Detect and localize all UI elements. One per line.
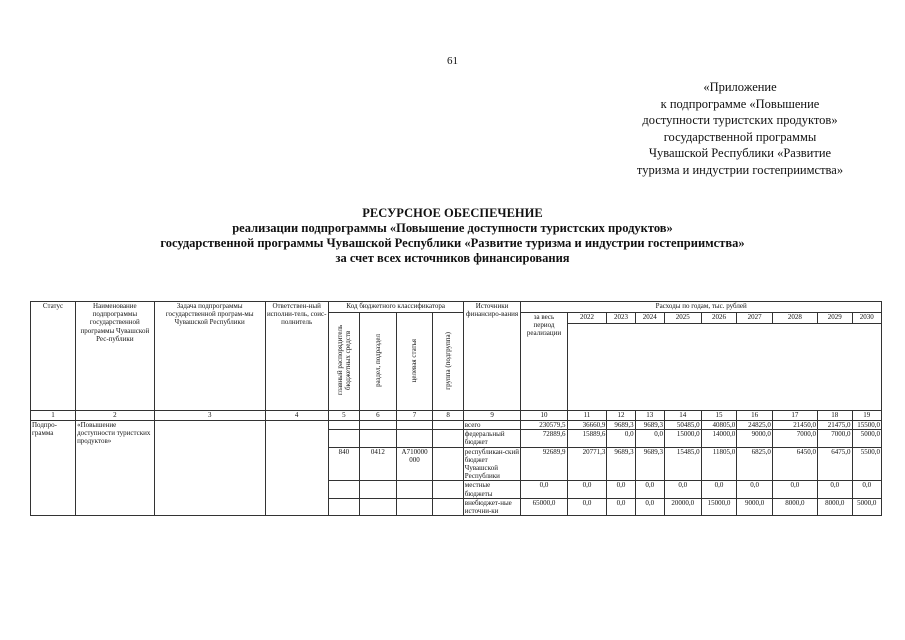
value-cell: 92689,9 bbox=[521, 447, 567, 481]
document-title bbox=[0, 206, 905, 266]
code-cell bbox=[328, 421, 359, 430]
value-cell: 20000,0 bbox=[664, 498, 701, 515]
page-number: 61 bbox=[447, 55, 458, 67]
code-cell bbox=[396, 498, 433, 515]
table-row bbox=[31, 421, 882, 430]
value-cell: 0,0 bbox=[772, 481, 817, 498]
header-year: 2022 bbox=[567, 313, 607, 324]
value-cell: 9689,3 bbox=[635, 421, 664, 430]
value-cell: 9689,3 bbox=[635, 447, 664, 481]
value-cell: 5500,0 bbox=[852, 447, 881, 481]
value-cell: 6450,0 bbox=[772, 447, 817, 481]
code-cell bbox=[396, 481, 433, 498]
value-cell: 0,0 bbox=[567, 481, 607, 498]
header-total-period: за весь период реализации bbox=[521, 313, 567, 411]
col-number: 6 bbox=[360, 411, 397, 421]
code-cell bbox=[360, 430, 397, 447]
header-year: 2027 bbox=[737, 313, 773, 324]
col-number: 17 bbox=[772, 411, 817, 421]
code-cell bbox=[433, 481, 463, 498]
col-number: 8 bbox=[433, 411, 463, 421]
column-numbers-row bbox=[31, 411, 882, 421]
value-cell: 15485,0 bbox=[664, 447, 701, 481]
header-code-section: раздел, подраздел bbox=[360, 313, 397, 411]
col-number: 5 bbox=[328, 411, 359, 421]
code-cell bbox=[360, 498, 397, 515]
value-cell: 0,0 bbox=[852, 481, 881, 498]
value-cell: 36660,9 bbox=[567, 421, 607, 430]
value-cell: 9689,3 bbox=[607, 421, 635, 430]
value-cell: 0,0 bbox=[521, 481, 567, 498]
header-budget-code: Код бюджетного классификатора bbox=[328, 302, 463, 313]
header-year: 2026 bbox=[701, 313, 737, 324]
header-responsible: Ответствен-ный исполни-тель, соис-полнитель bbox=[265, 302, 328, 411]
col-number: 10 bbox=[521, 411, 567, 421]
col-number: 9 bbox=[463, 411, 521, 421]
value-cell: 0,0 bbox=[607, 498, 635, 515]
header-task: Задача подпрограммы государственной програм-мы Чувашской Республики bbox=[154, 302, 265, 411]
value-cell: 5000,0 bbox=[852, 430, 881, 447]
value-cell: 8000,0 bbox=[772, 498, 817, 515]
source-name: всего bbox=[463, 421, 521, 430]
value-cell: 230579,5 bbox=[521, 421, 567, 430]
appendix-line: туризма и индустрии гостеприимства» bbox=[636, 162, 844, 177]
value-cell: 0,0 bbox=[701, 481, 737, 498]
header-code-grbs: главный распорядитель бюджетных средств bbox=[328, 313, 359, 411]
value-cell: 0,0 bbox=[567, 498, 607, 515]
title-line: РЕСУРСНОЕ ОБЕСПЕЧЕНИЕ bbox=[362, 206, 543, 220]
value-cell: 7000,0 bbox=[817, 430, 852, 447]
header-sources: Источники финансиро-вания bbox=[463, 302, 521, 411]
value-cell: 8000,0 bbox=[817, 498, 852, 515]
value-cell: 15000,0 bbox=[701, 498, 737, 515]
title-line: за счет всех источников финансирования bbox=[335, 251, 570, 265]
appendix-line: «Приложение bbox=[703, 80, 777, 94]
header-year: 2023 bbox=[607, 313, 635, 324]
source-name: местные бюджеты bbox=[463, 481, 521, 498]
code-cell bbox=[328, 498, 359, 515]
value-cell: 40805,0 bbox=[701, 421, 737, 430]
code-group bbox=[433, 447, 463, 481]
value-cell: 21450,0 bbox=[772, 421, 817, 430]
value-cell: 72889,6 bbox=[521, 430, 567, 447]
col-number: 18 bbox=[817, 411, 852, 421]
value-cell: 0,0 bbox=[635, 498, 664, 515]
header-year: 2024 bbox=[635, 313, 664, 324]
col-number: 14 bbox=[664, 411, 701, 421]
code-cell bbox=[328, 430, 359, 447]
row-task bbox=[154, 421, 265, 516]
source-name: федеральный бюджет bbox=[463, 430, 521, 447]
code-cell bbox=[396, 421, 433, 430]
value-cell: 15000,0 bbox=[664, 430, 701, 447]
value-cell: 21475,0 bbox=[817, 421, 852, 430]
value-cell: 11805,0 bbox=[701, 447, 737, 481]
appendix-line: к подпрограмме «Повышение bbox=[660, 96, 820, 111]
header-year: 2028 bbox=[772, 313, 817, 324]
value-cell: 6825,0 bbox=[737, 447, 773, 481]
value-cell: 9000,0 bbox=[737, 430, 773, 447]
source-name: республикан-ский бюджет Чувашской Республики bbox=[464, 447, 519, 481]
value-cell: 0,0 bbox=[817, 481, 852, 498]
col-number: 19 bbox=[852, 411, 881, 421]
code-target: А710000 000 bbox=[396, 447, 433, 481]
value-cell: 5000,0 bbox=[852, 498, 881, 515]
resource-table bbox=[30, 301, 882, 516]
code-cell bbox=[360, 421, 397, 430]
title-line: реализации подпрограммы «Повышение доступности туристских продуктов» bbox=[232, 221, 673, 235]
value-cell: 0,0 bbox=[635, 481, 664, 498]
header-code-group: группа (подгруппа) bbox=[433, 313, 463, 411]
value-cell: 7000,0 bbox=[772, 430, 817, 447]
title-line: государственной программы Чувашской Республики «Развитие туризма и индустрии гостеприимства» bbox=[160, 236, 745, 250]
code-cell bbox=[433, 421, 463, 430]
col-number: 15 bbox=[701, 411, 737, 421]
col-number: 3 bbox=[154, 411, 265, 421]
value-cell: 9689,3 bbox=[607, 447, 635, 481]
col-number: 2 bbox=[76, 411, 155, 421]
header-code-target: целевая статья bbox=[396, 313, 433, 411]
header-year: 2030 bbox=[852, 313, 881, 324]
code-cell bbox=[433, 430, 463, 447]
value-cell: 15889,6 bbox=[567, 430, 607, 447]
col-number: 16 bbox=[737, 411, 773, 421]
value-cell: 0,0 bbox=[635, 430, 664, 447]
col-number: 7 bbox=[396, 411, 433, 421]
appendix-line: государственной программы bbox=[663, 129, 817, 144]
col-number: 4 bbox=[265, 411, 328, 421]
header-name: Наименование подпрограммы государственной программы Чувашской Рес-публики bbox=[76, 302, 155, 411]
col-number: 1 bbox=[31, 411, 76, 421]
appendix-note bbox=[560, 79, 905, 179]
code-grbs: 840 bbox=[328, 447, 359, 481]
appendix-line: Чувашской Республики «Развитие bbox=[648, 146, 832, 161]
row-responsible bbox=[265, 421, 328, 516]
row-status: Подпро-грамма bbox=[31, 421, 76, 516]
code-section: 0412 bbox=[360, 447, 397, 481]
col-number: 12 bbox=[607, 411, 635, 421]
value-cell: 15500,0 bbox=[852, 421, 881, 430]
value-cell: 6475,0 bbox=[817, 447, 852, 481]
code-cell bbox=[396, 430, 433, 447]
code-cell bbox=[328, 481, 359, 498]
value-cell: 14000,0 bbox=[701, 430, 737, 447]
header-years-space bbox=[567, 324, 881, 411]
value-cell: 50485,0 bbox=[664, 421, 701, 430]
value-cell: 0,0 bbox=[737, 481, 773, 498]
header-expenses: Расходы по годам, тыс. рублей bbox=[521, 302, 882, 313]
value-cell: 0,0 bbox=[607, 481, 635, 498]
row-name: «Повышение доступности туристских продуктов» bbox=[76, 421, 155, 516]
col-number: 11 bbox=[567, 411, 607, 421]
source-name: внебюджет-ные источни-ки bbox=[463, 498, 521, 515]
value-cell: 0,0 bbox=[607, 430, 635, 447]
value-cell: 0,0 bbox=[664, 481, 701, 498]
header-status: Статус bbox=[31, 302, 76, 411]
header-year: 2029 bbox=[817, 313, 852, 324]
value-cell: 20771,3 bbox=[567, 447, 607, 481]
header-year: 2025 bbox=[664, 313, 701, 324]
code-cell bbox=[360, 481, 397, 498]
value-cell: 24825,0 bbox=[737, 421, 773, 430]
col-number: 13 bbox=[635, 411, 664, 421]
code-cell bbox=[433, 498, 463, 515]
appendix-line: доступности туристских продуктов» bbox=[642, 113, 838, 128]
value-cell: 65000,0 bbox=[521, 498, 567, 515]
value-cell: 9000,0 bbox=[737, 498, 773, 515]
